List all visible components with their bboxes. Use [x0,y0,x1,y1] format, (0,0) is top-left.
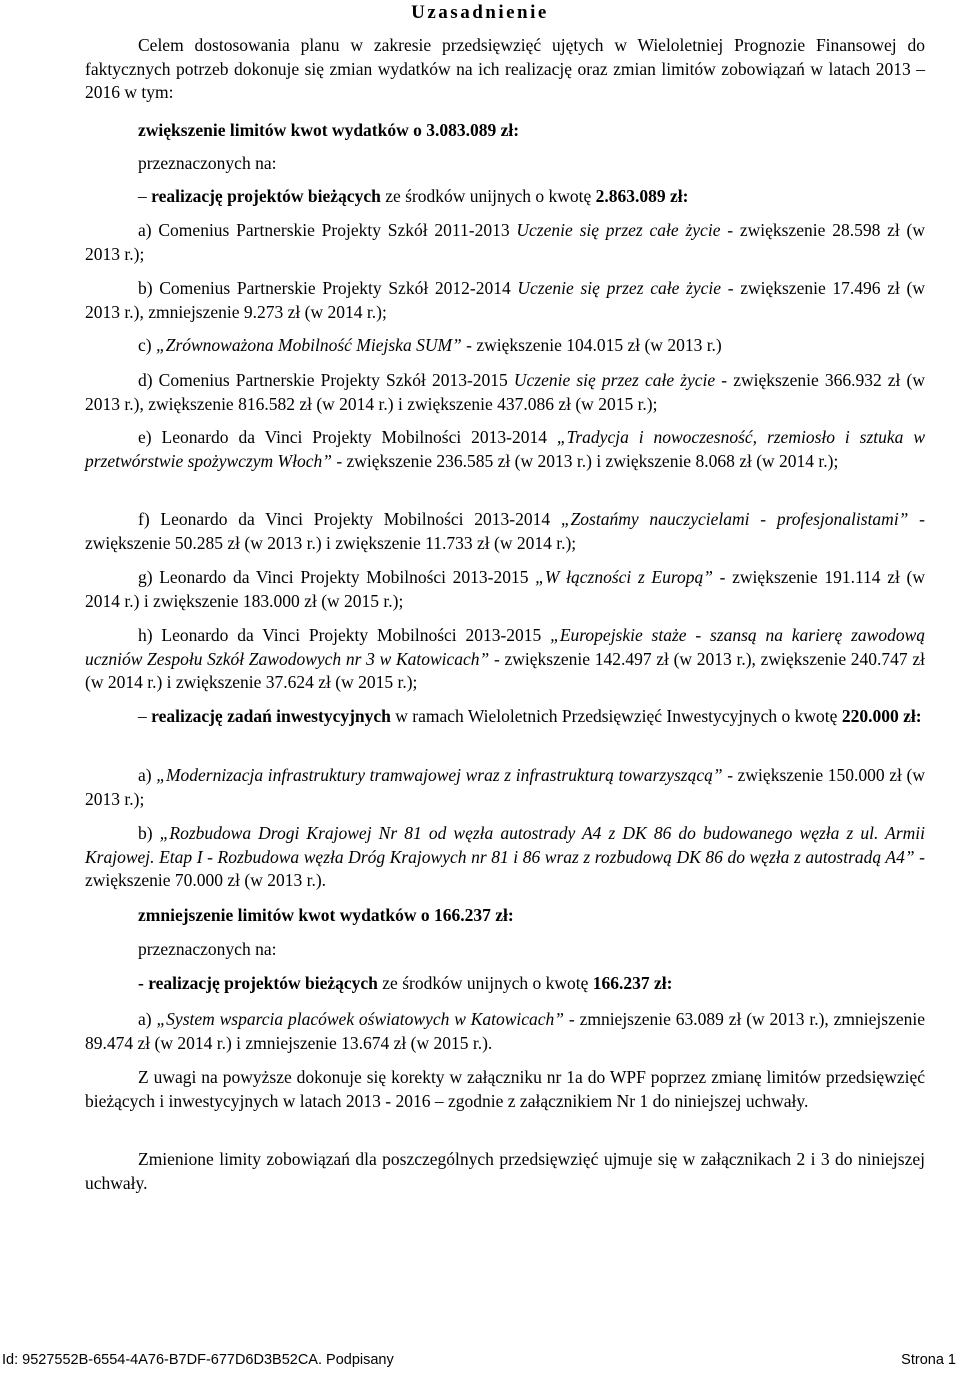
list-item: e) Leonardo da Vinci Projekty Mobilności 2013-2014 „Tradycja i nowoczesność, rzemiosło i sztuka w przetwórstwie spożywczym Włoch” - zwiększenie 236.585 zł (w 2013 r.) i zwiększenie 8.068 zł (w 2014 r.); [85,427,925,471]
list-item: c) „Zrównoważona Mobilność Miejska SUM” - zwiększenie 104.015 zł (w 2013 r.) [138,335,722,355]
decrease-heading: zmniejszenie limitów kwot wydatków o 166.237 zł: [138,905,514,925]
list-item: a) „Modernizacja infrastruktury tramwajowej wraz z infrastrukturą towarzyszącą” - zwiększenie 150.000 zł (w 2013 r.); [85,765,925,809]
document-id: Id: 9527552B-6554-4A76-B7DF-677D6D3B52CA. Podpisany [2,1352,394,1368]
increase-current-heading: – realizację projektów bieżących ze środków unijnych o kwotę 2.863.089 zł: [138,186,689,206]
document-title: Uzasadnienie [411,2,549,23]
list-item: b) Comenius Partnerskie Projekty Szkół 2012-2014 Uczenie się przez całe życie - zwiększenie 17.496 zł (w 2013 r.), zmniejszenie 9.273 zł (w 2014 r.); [85,278,925,322]
increase-investment-heading: – realizację zadań inwestycyjnych w ramach Wieloletnich Przedsięwzięć Inwestycyjnych o kwotę 220.000 zł: [138,706,922,726]
decrease-current-heading: - realizację projektów bieżących ze środków unijnych o kwotę 166.237 zł: [138,973,673,993]
list-item: g) Leonardo da Vinci Projekty Mobilności 2013-2015 „W łączności z Europą” - zwiększenie 191.114 zł (w 2014 r.) i zwiększenie 183.000 zł (w 2015 r.); [85,567,925,611]
page-number: Strona 1 [901,1352,956,1368]
decrease-intended-label: przeznaczonych na: [138,939,277,959]
list-item: h) Leonardo da Vinci Projekty Mobilności 2013-2015 „Europejskie staże - szansą na karierę zawodową uczniów Zespołu Szkół Zawodowych nr 3 w Katowicach” - zwiększenie 142.497 zł (w 2013 r.), zwiększenie 240.747 zł (w 2014 r.) i zwiększenie 37.624 zł (w 2015 r.); [85,625,925,692]
list-item: b) „Rozbudowa Drogi Krajowej Nr 81 od węzła autostrady A4 z DK 86 do budowanego węzła z ul. Armii Krajowej. Etap I - Rozbudowa węzła Dróg Krajowych nr 81 i 86 wraz z rozbudową DK 86 do węzła z autostradą A4” - zwiększenie 70.000 zł (w 2013 r.). [85,823,926,890]
closing-paragraph: Zmienione limity zobowiązań dla poszczególnych przedsięwzięć ujmuje się w załącznikach 2 i 3 do niniejszej uchwały. [85,1149,925,1193]
closing-paragraph: Z uwagi na powyższe dokonuje się korekty w załączniku nr 1a do WPF poprzez zmianę limitów przedsięwzięć bieżących i inwestycyjnych w latach 2013 - 2016 – zgodnie z załącznikiem Nr 1 do niniejszej uchwały. [85,1067,925,1111]
list-item: a) „System wsparcia placówek oświatowych w Katowicach” - zmniejszenie 63.089 zł (w 2013 r.), zmniejszenie 89.474 zł (w 2014 r.) i zmniejszenie 13.674 zł (w 2015 r.). [85,1009,925,1053]
list-item: a) Comenius Partnerskie Projekty Szkół 2011-2013 Uczenie się przez całe życie - zwiększenie 28.598 zł (w 2013 r.); [85,220,925,264]
increase-heading: zwiększenie limitów kwot wydatków o 3.083.089 zł: [138,120,520,140]
increase-intended-label: przeznaczonych na: [138,153,277,173]
dash-marker: - [138,973,144,993]
dash-marker: – [138,706,147,726]
intro-paragraph: Celem dostosowania planu w zakresie przedsięwzięć ujętych w Wieloletniej Prognozie Finansowej do faktycznych potrzeb dokonuje się zmian wydatków na ich realizację oraz zmian limitów zobowiązań w latach 2013 – 2016 w tym: [85,35,925,102]
dash-marker: – [138,186,147,206]
list-item: d) Comenius Partnerskie Projekty Szkół 2013-2015 Uczenie się przez całe życie - zwiększenie 366.932 zł (w 2013 r.), zwiększenie 816.582 zł (w 2014 r.) i zwiększenie 437.086 zł (w 2015 r.); [85,370,925,414]
list-item: f) Leonardo da Vinci Projekty Mobilności 2013-2014 „Zostańmy nauczycielami - profesjonalistami” - zwiększenie 50.285 zł (w 2013 r.) i zwiększenie 11.733 zł (w 2014 r.); [85,509,925,553]
